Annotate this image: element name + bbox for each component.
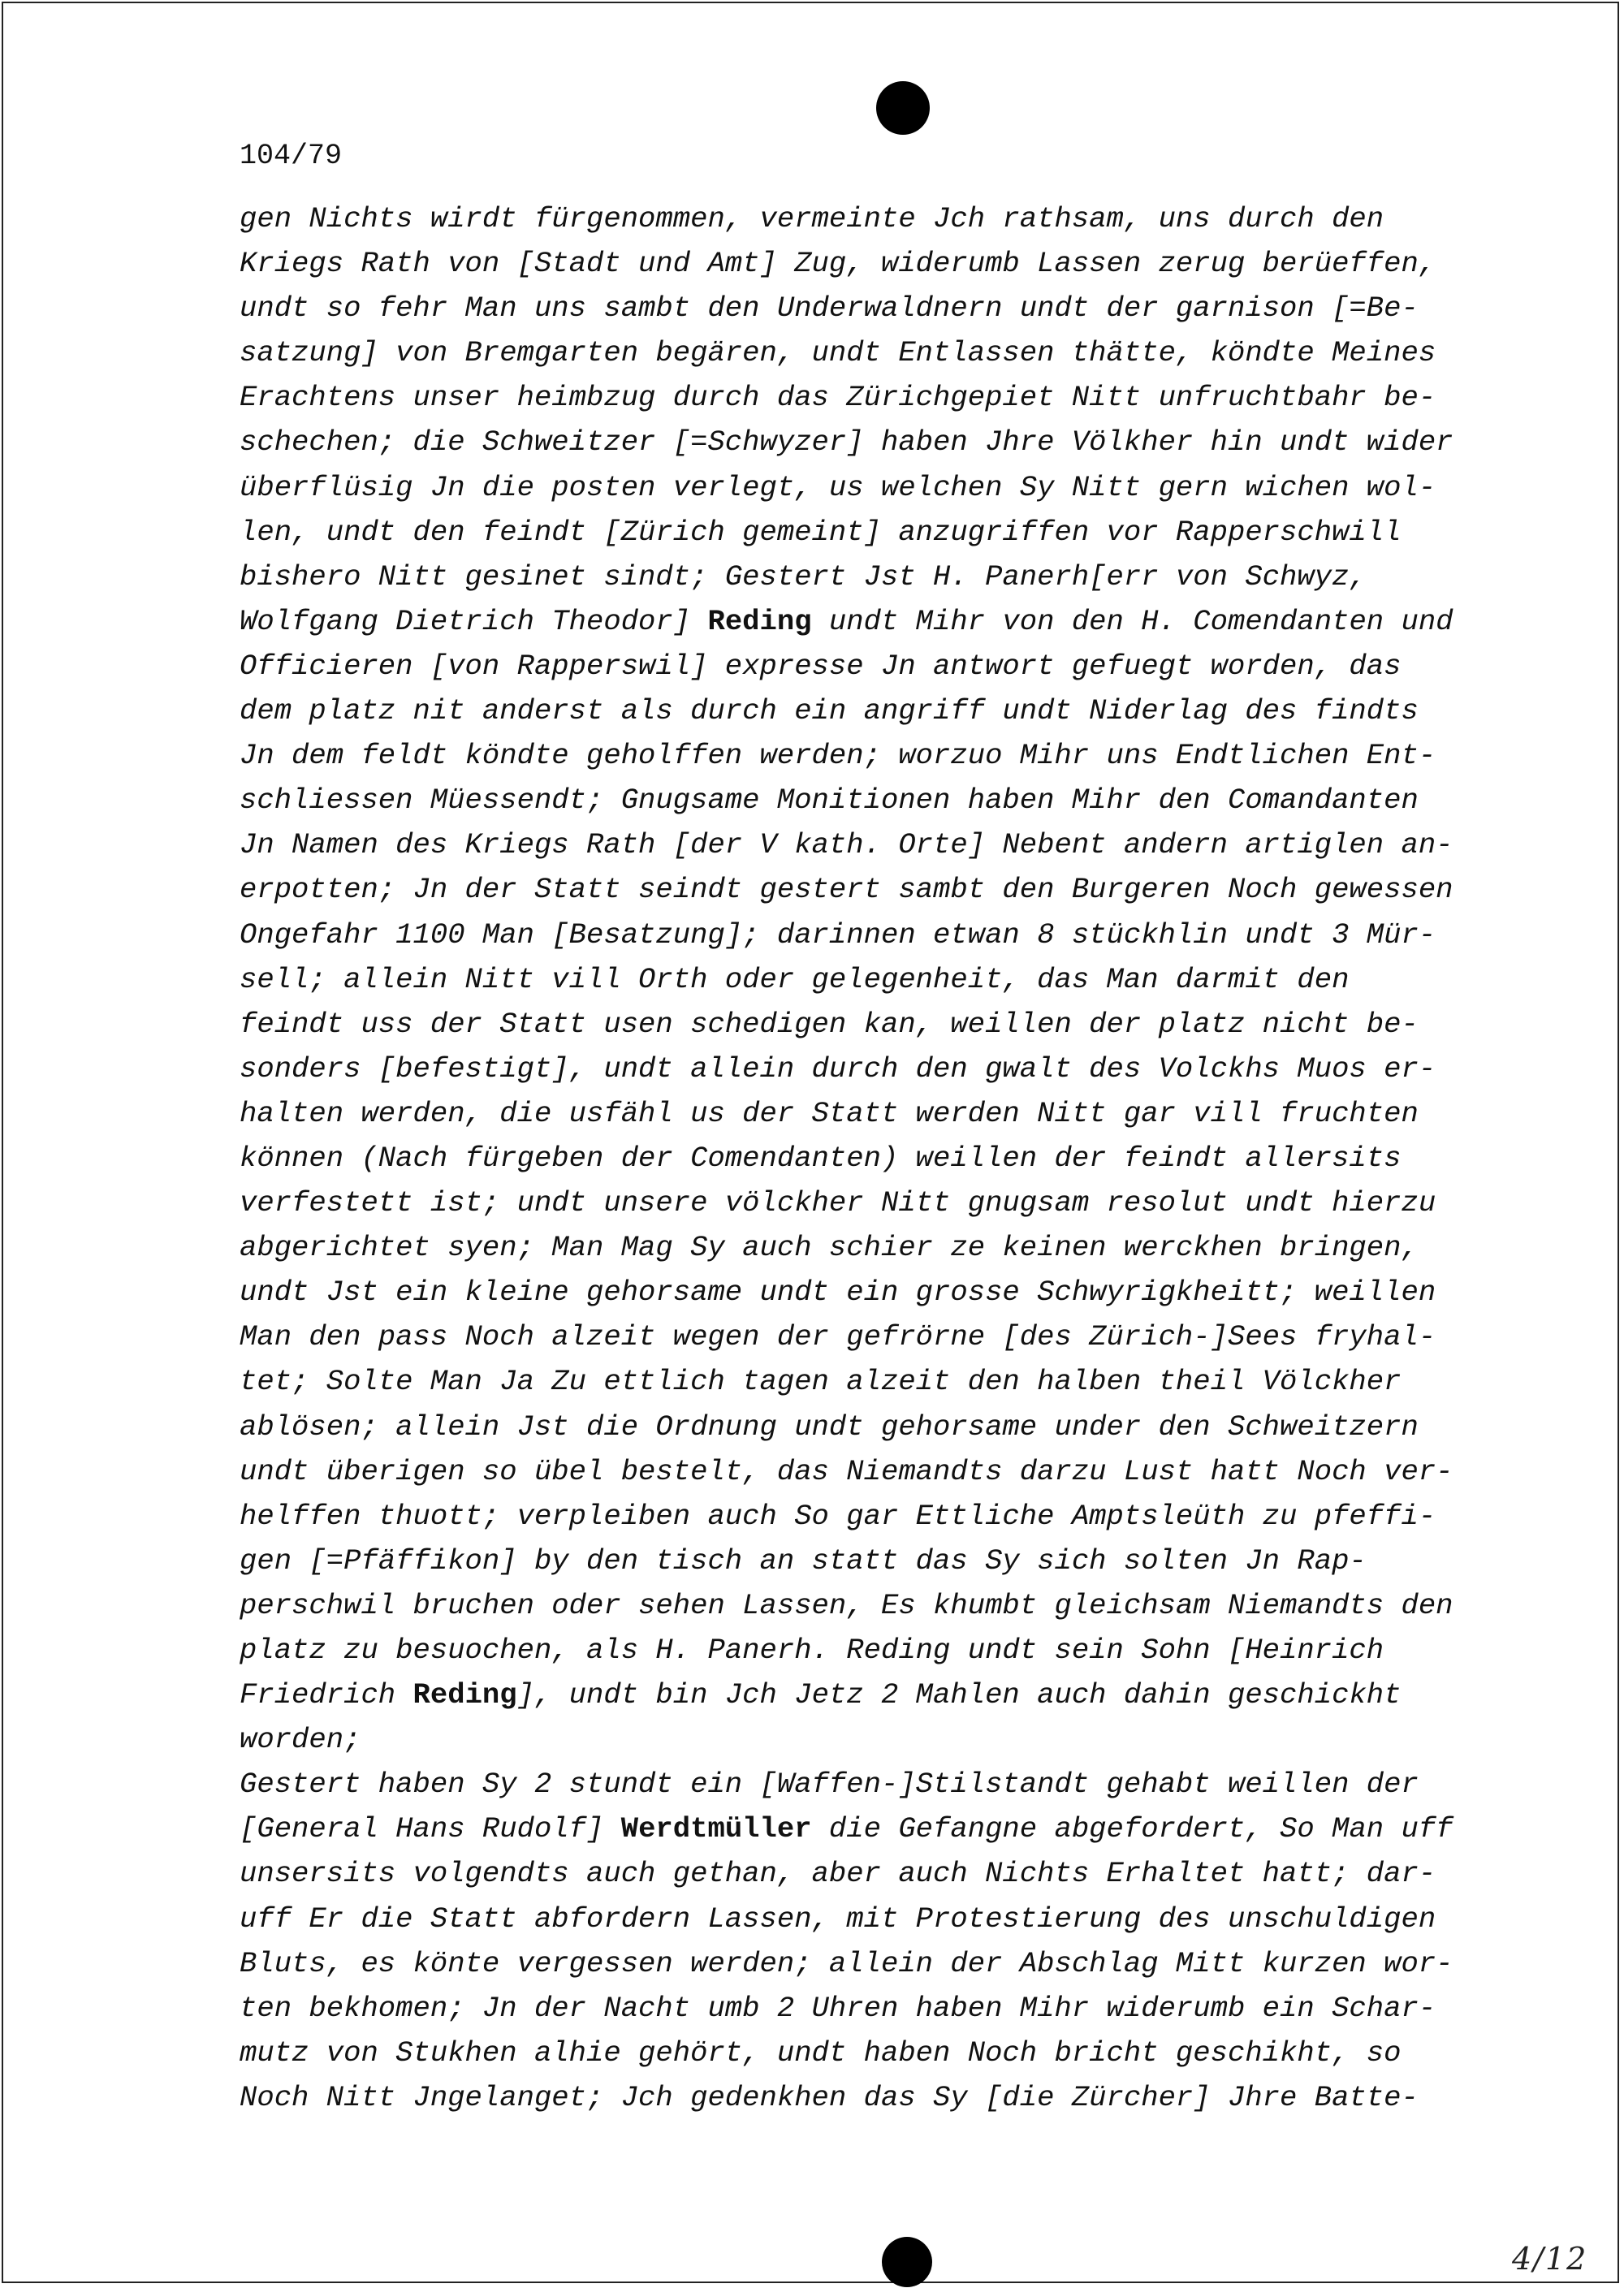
- text-segment: gen [=Pfäffikon] by den tisch an statt das Sy sich solten Jn Rap-: [240, 1543, 1367, 1578]
- text-line: [240, 1181, 1571, 1225]
- text-line: [240, 1807, 1571, 1851]
- text-segment: können (Nach fürgeben der Comendanten) weillen der feindt allersits: [240, 1141, 1402, 1175]
- text-line: [240, 286, 1571, 330]
- text-segment: die Gefangne abgefordert, So Man uff: [811, 1812, 1453, 1846]
- text-line: [240, 599, 1571, 644]
- text-line: [240, 1539, 1571, 1583]
- text-segment: ], undt bin Jch Jetz 2 Mahlen auch dahin geschickht: [516, 1678, 1402, 1712]
- text-segment: abgerichtet syen; Man Mag Sy auch schier ze keinen werckhen bringen,: [240, 1231, 1419, 1265]
- text-segment: tet; Solte Man Ja Zu ettlich tagen alzeit den halben theil Völckher: [240, 1365, 1402, 1399]
- text-line: [240, 330, 1571, 375]
- text-line: [240, 1315, 1571, 1359]
- handwritten-page-number: 4/12: [1512, 2241, 1588, 2277]
- text-segment: helffen thuott; verpleiben auch So gar Ettliche Amptsleüth zu pfeffi-: [240, 1499, 1436, 1533]
- text-line: [240, 1091, 1571, 1136]
- text-segment: sonders [befestigt], undt allein durch den gwalt des Volckhs Muos er-: [240, 1051, 1436, 1086]
- text-segment: Wolfgang Dietrich Theodor]: [240, 604, 708, 638]
- text-line: [240, 689, 1571, 733]
- text-segment: schliessen Müessendt; Gnugsame Monitionen haben Mihr den Comandanten: [240, 784, 1419, 818]
- text-segment: mutz von Stukhen alhie gehört, undt haben Noch bricht geschikht, so: [240, 2035, 1402, 2070]
- page-identifier: 104/79: [240, 140, 343, 172]
- text-line: [240, 1494, 1571, 1539]
- text-segment: schechen; die Schweitzer [=Schwyzer] haben Jhre Völkher hin undt wider: [240, 425, 1453, 460]
- text-segment: unsersits volgendts auch gethan, aber auch Nichts Erhaltet hatt; dar-: [240, 1857, 1436, 1891]
- text-segment: halten werden, die usfähl us der Statt werden Nitt gar vill fruchten: [240, 1096, 1419, 1130]
- text-segment: Friedrich: [240, 1678, 413, 1712]
- text-segment: Bluts, es könte vergessen werden; allein der Abschlag Mitt kurzen wor-: [240, 1946, 1453, 1980]
- text-segment: worden;: [240, 1723, 361, 1757]
- text-line: [240, 465, 1571, 510]
- text-line: [240, 420, 1571, 464]
- text-segment: undt Mihr von den H. Comendanten und: [811, 604, 1453, 638]
- text-line: [240, 1270, 1571, 1315]
- text-line: [240, 1986, 1571, 2031]
- text-segment: platz zu besuochen, als H. Panerh. Reding undt sein Sohn [Heinrich: [240, 1634, 1384, 1667]
- text-segment: Ongefahr 1100 Man [Besatzung]; darinnen etwan 8 stückhlin undt 3 Mür-: [240, 917, 1436, 952]
- text-segment: Erachtens unser heimbzug durch das Zürichgepiet Nitt unfruchtbahr be-: [240, 381, 1436, 415]
- text-segment: len, undt den feindt [Zürich gemeint] anzugriffen vor Rapperschwill: [240, 515, 1402, 549]
- text-segment: ten bekhomen; Jn der Nacht umb 2 Uhren haben Mihr widerumb ein Schar-: [240, 1991, 1436, 2025]
- text-line: [240, 375, 1571, 420]
- text-segment: ablösen; allein Jst die Ordnung undt gehorsame under den Schweitzern: [240, 1409, 1419, 1444]
- bold-name: Werdtmüller: [620, 1812, 812, 1846]
- text-line: [240, 1717, 1571, 1762]
- text-segment: undt so fehr Man uns sambt den Underwaldnern undt der garnison [=Be-: [240, 291, 1419, 326]
- text-segment: gen Nichts wirdt fürgenommen, vermeinte Jch rathsam, uns durch den: [240, 202, 1384, 235]
- text-segment: undt Jst ein kleine gehorsame undt ein grosse Schwyrigkheitt; weillen: [240, 1276, 1436, 1310]
- text-segment: Gestert haben Sy 2 stundt ein [Waffen-]Stilstandt gehabt weillen der: [240, 1768, 1419, 1802]
- text-segment: feindt uss der Statt usen schedigen kan, weillen der platz nicht be-: [240, 1007, 1419, 1041]
- text-line: [240, 733, 1571, 778]
- body-text: [240, 196, 1571, 2120]
- text-segment: Kriegs Rath von [Stadt und Amt] Zug, widerumb Lassen zerug berüeffen,: [240, 247, 1436, 281]
- bold-name: Reding: [707, 604, 812, 638]
- text-segment: Officieren [von Rapperswil] expresse Jn antwort gefuegt worden, das: [240, 649, 1402, 683]
- text-line: [240, 1941, 1571, 1986]
- text-line: [240, 1359, 1571, 1404]
- text-line: [240, 196, 1571, 241]
- text-line: [240, 1762, 1571, 1807]
- text-line: [240, 2075, 1571, 2120]
- text-line: [240, 1405, 1571, 1449]
- text-line: [240, 1449, 1571, 1494]
- text-segment: erpotten; Jn der Statt seindt gestert sambt den Burgeren Noch gewessen: [240, 873, 1453, 907]
- text-segment: Jn Namen des Kriegs Rath [der V kath. Orte] Nebent andern artiglen an-: [240, 828, 1453, 862]
- text-line: [240, 241, 1571, 286]
- text-line: [240, 1002, 1571, 1047]
- text-line: [240, 1851, 1571, 1896]
- text-line: [240, 644, 1571, 689]
- text-line: [240, 510, 1571, 555]
- text-segment: satzung] von Bremgarten begären, undt Entlassen thätte, köndte Meines: [240, 336, 1436, 370]
- text-segment: Jn dem feldt köndte geholffen werden; worzuo Mihr uns Endtlichen Ent-: [240, 739, 1436, 773]
- text-line: [240, 1047, 1571, 1091]
- text-segment: [General Hans Rudolf]: [240, 1812, 621, 1846]
- text-line: [240, 1583, 1571, 1628]
- text-segment: bishero Nitt gesinet sindt; Gestert Jst H. Panerh[err von Schwyz,: [240, 559, 1367, 594]
- text-line: [240, 867, 1571, 912]
- text-line: [240, 555, 1571, 599]
- text-segment: sell; allein Nitt vill Orth oder gelegenheit, das Man darmit den: [240, 962, 1350, 996]
- text-line: [240, 957, 1571, 1002]
- text-line: [240, 1136, 1571, 1181]
- text-segment: dem platz nit anderst als durch ein angriff undt Niderlag des findts: [240, 694, 1419, 728]
- text-segment: Man den pass Noch alzeit wegen der gefrörne [des Zürich-]Sees fryhal-: [240, 1320, 1436, 1354]
- text-line: [240, 1673, 1571, 1717]
- text-segment: überflüsig Jn die posten verlegt, us welchen Sy Nitt gern wichen wol-: [240, 470, 1436, 504]
- bold-name: Reding: [412, 1678, 517, 1712]
- text-line: [240, 778, 1571, 822]
- text-segment: uff Er die Statt abfordern Lassen, mit Protestierung des unschuldigen: [240, 1902, 1436, 1936]
- text-line: [240, 2031, 1571, 2075]
- text-line: [240, 1897, 1571, 1941]
- text-segment: undt überigen so übel bestelt, das Niemandts darzu Lust hatt Noch ver-: [240, 1454, 1453, 1488]
- text-line: [240, 822, 1571, 867]
- text-line: [240, 913, 1571, 957]
- text-segment: verfestett ist; undt unsere völckher Nitt gnugsam resolut undt hierzu: [240, 1186, 1436, 1220]
- text-line: [240, 1225, 1571, 1270]
- text-segment: perschwil bruchen oder sehen Lassen, Es khumbt gleichsam Niemandts den: [240, 1588, 1453, 1622]
- text-line: [240, 1628, 1571, 1673]
- punch-hole-bottom: [882, 2237, 932, 2287]
- text-segment: Noch Nitt Jngelanget; Jch gedenkhen das Sy [die Zürcher] Jhre Batte-: [240, 2080, 1419, 2114]
- punch-hole-top: [876, 81, 930, 135]
